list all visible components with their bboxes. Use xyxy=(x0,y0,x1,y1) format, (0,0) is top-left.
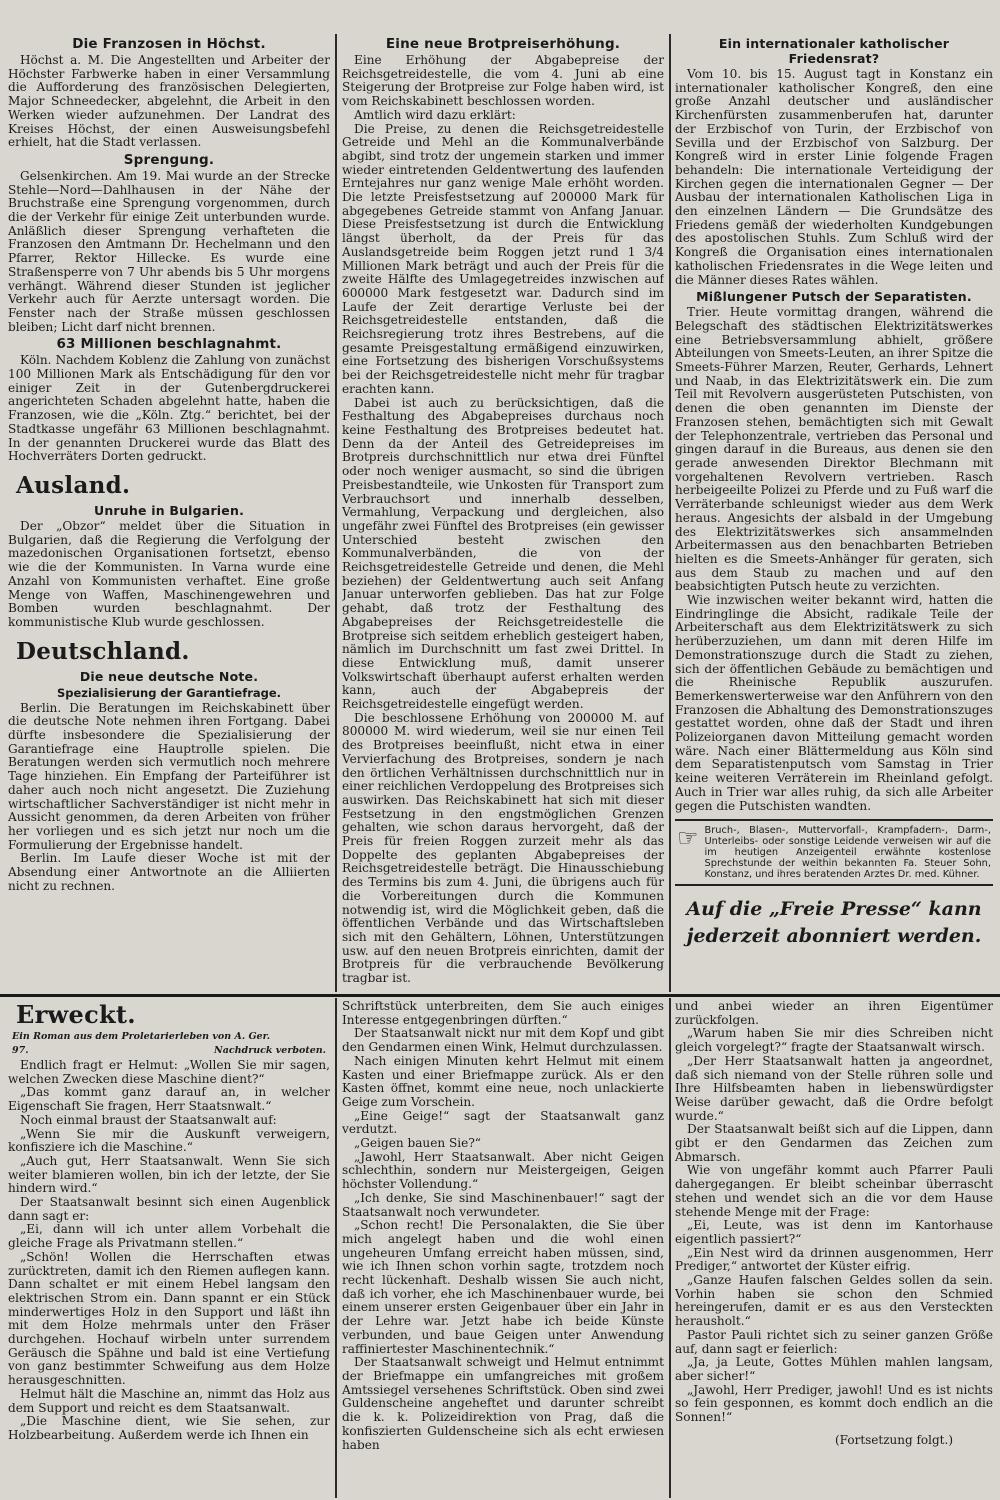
article-paragraph: Berlin. Die Beratungen im Reichskabinett über die deutsche Note nehmen ihren Fortgang. Dabei dürfte insbesondere die Spezialisierung der Garantiefrage eine Hauptrolle spielen. Die Beratungen werden sich vermutlich noch mehrere Tage hinziehen. Ein Empfang der Parteiführer ist daher auch noch nicht angesetzt. Die Zuziehung wirtschaftlicher Sachverständiger ist nicht mehr in Aussicht genommen, da deren Arbeiten von früher her vorliegen und es sich jetzt nur noch um die Formulierung der Ergebnisse handelt. xyxy=(8,700,330,852)
installment-number: 97. xyxy=(12,1045,29,1056)
novel-paragraph: Schriftstück unterbreiten, dem Sie auch einiges Interesse entgegenbringen dürften.“ xyxy=(342,1000,664,1027)
section-deutschland xyxy=(8,638,330,894)
article-paragraph: Dabei ist auch zu berücksichtigen, daß die Festhaltung des Abgabepreises durchaus noch keine Festhaltung des Brotpreises bedeutet hat. Denn da der Anteil des Getreidepreises im Brotpreis durchschnittlich nur etwa drei Fünftel oder noch weniger ausmacht, so sind die übrigen Preisbestandteile, wie Unkosten für Transport zum Verbrauchsort und innerhalb desselben, Vermahlung, Verpackung und dergleichen, also ungefähr zwei Fünftel des Brotpreises (ein gewisser Unterschied besteht zwischen den Kommunalverbänden, die von der Reichsgetreidestelle Getreide und denen, die Mehl beziehen) der Geldentwertung auch seit Anfang Januar unterworfen geblieben. Das hat zur Folge gehabt, daß trotz der Festhaltung des Abgabepreises der Reichsgetreidestelle die Brotpreise sich seitdem erheblich gesteigert haben, nämlich im Durchschnitt um fast zwei Drittel. In diese Entwicklung muß, damit unserer Volkswirtschaft überhaupt auferst erhalten werden kann, auch der Abgabepreis der Reichsgetreidestelle eingefügt werden. xyxy=(342,395,664,712)
novel-paragraph: Wie von ungefähr kommt auch Pfarrer Pauli dahergegangen. Er bleibt scheinbar überrascht stehen und wendet sich an die vor dem Hause stehende Menge mit der Frage: xyxy=(675,1163,993,1219)
novel-byline: Ein Roman aus dem Proletarierleben von A. Ger. xyxy=(12,1031,271,1042)
novel-paragraph: „Ich denke, Sie sind Maschinenbauer!“ sagt der Staatsanwalt noch verwundeter. xyxy=(342,1190,664,1219)
novel-paragraph: „Ei, dann will ich unter allem Vorbehalt die gleiche Frage als Privatmann stellen.“ xyxy=(8,1222,330,1251)
novel-paragraph: „Warum haben Sie mir dies Schreiben nicht gleich vorgelegt?“ fragte der Staatsanwalt wirsch. xyxy=(675,1026,993,1055)
novel-column-3 xyxy=(675,1000,993,1496)
novel-paragraph: „Geigen bauen Sie?“ xyxy=(354,1136,481,1151)
section-title: Ausland. xyxy=(16,471,131,499)
article-sprengung xyxy=(8,152,330,334)
novel-meta xyxy=(12,1045,326,1056)
novel-paragraph: Helmut hält die Maschine an, nimmt das Holz aus dem Support und reicht es dem Staatsanwalt. xyxy=(8,1386,330,1415)
article-paragraph: Vom 10. bis 15. August tagt in Konstanz ein internationaler katholischer Kongreß, den eine große Anzahl deutscher und ausländischer Kirchenfürsten zusammenberufen hat, darunter der Erzbischof von Turin, der Erzbischof von Sevilla und der Erzbischof von Salzburg. Der Kongreß wird in erster Linie folgende Fragen behandeln: Die internationale Verteidigung der Kirchen gegen die internationalen Gegner — Der Ausbau der internationalen Katholischen Liga in den einzelnen Ländern — Die Grundsätze des Friedens gemäß der wiederholten Kundgebungen des apostolischen Stuhls. Zum Schluß wird der Kongreß die Organisation eines internationalen katholischen Friedensrates in die Wege leiten und die Männer dieses Rates wählen. xyxy=(675,67,993,287)
section-rule xyxy=(0,994,1000,997)
column-rule xyxy=(335,34,337,992)
novel-title: Erweckt. xyxy=(16,1000,136,1029)
ad-text: Bruch-, Blasen-, Muttervorfall-, Krampfadern-, Darm-, Unterleibs- oder sonstige Leidende verweisen wir auf die im heutigen Anzeigenteil erwähnte kostenlose Sprechstunde der weithin bekannten Fa. Steuer Sohn, Konstanz, und ihres beratenden Arztes Dr. med. Kühner. xyxy=(704,825,991,881)
article-headline: Die Franzosen in Höchst. xyxy=(72,36,266,52)
novel-paragraph: Der Staatsanwalt schweigt und Helmut entnimmt der Briefmappe ein umfangreiches mit großem Amtssiegel versehenes Schriftstück. Oben sind zwei Guldenscheine angeheftet und darunter schreibt die k. k. Polizeidirektion von Prag, daß die konfiszierten Guldenscheine sich als echt erwiesen haben xyxy=(342,1355,664,1452)
article-paragraph: Gelsenkirchen. Am 19. Mai wurde an der Strecke Stehle—Nord—Dahlhausen in der Nähe der Bruchstraße eine Sprengung vorgenommen, durch die der Verkehr für einige Zeit unterbunden wurde. Anläßlich dieser Sprengung verhafteten die Franzosen den Amtmann Dr. Hechelmann und den Pfarrer, Rektor Hillecke. Es wurde eine Straßensperre von 7 Uhr abends bis 5 Uhr morgens verhängt. Während dieser Stunden ist jeglicher Verkehr auch für Aerzte untersagt worden. Die Fenster nach der Straße müssen geschlossen bleiben; Licht darf nicht brennen. xyxy=(8,168,330,334)
article-paragraph: Der „Obzor“ meldet über die Situation in Bulgarien, daß die Regierung die Verfolgung der mazedonischen Organisationen fortsetzt, ebenso wie die der Kommunisten. In Varna wurde eine Anzahl von Kommunisten verhaftet. Eine große Menge von Waffen, Maschinengewehren und Bomben wurden beschlagnahmt. Der kommunistische Klub wurde geschlossen. xyxy=(8,518,330,629)
article-hoechst xyxy=(8,36,330,150)
novel-column-2 xyxy=(342,1000,664,1496)
article-headline: Die neue deutsche Note. xyxy=(79,668,259,684)
novel-paragraph: Noch einmal braust der Staatsanwalt auf: xyxy=(20,1112,277,1127)
novel-paragraph: Der Staatsanwalt besinnt sich einen Augenblick dann sagt er: xyxy=(8,1195,330,1223)
news-column-1 xyxy=(8,34,330,992)
pointing-hand-icon: ☞ xyxy=(677,824,699,853)
article-headline: Unruhe in Bulgarien. xyxy=(93,502,245,518)
novel-paragraph: „Auch gut, Herr Staatsanwalt. Wenn Sie sich weiter blamieren wollen, bin ich der letzte, der Sie hindern wird.“ xyxy=(8,1153,330,1196)
article-headline: Sprengung. xyxy=(123,151,215,168)
novel-paragraph: und anbei wieder an ihren Eigentümer zurückfolgen. xyxy=(675,1000,993,1027)
column-rule xyxy=(335,998,337,1498)
article-paragraph: Berlin. Im Laufe dieser Woche ist mit der Absendung einer Antwortnote an die Alliierten nicht zu rechnen. xyxy=(8,851,330,893)
subscription-notice: Auf die „Freie Presse“ kann jederzeit abonniert werden. xyxy=(686,898,982,948)
news-column-2 xyxy=(342,34,664,992)
novel-paragraph: „Eine Geige!“ sagt der Staatsanwalt ganz verdutzt. xyxy=(342,1108,664,1137)
article-paragraph: Die Preise, zu denen die Reichsgetreidestelle Getreide und Mehl an die Kommunalverbände abgibt, sind trotz der ungemein starken und immer wieder eintretenden Geldentwertung des laufenden Erntejahres nur ganz wenige Male erhöht worden. Die letzte Preisfestsetzung auf 200000 Mark für abgegebenes Getreide stammt von Anfang Januar. Diese Preisfestsetzung ist durch die Entwicklung längst überholt, da der Preis für das Auslandsgetreide beim Roggen jetzt rund 1 3/4 Millionen Mark beträgt und auch der Preis für die zweite Hälfte des Umlagegetreides inzwischen auf 600000 Mark festgesetzt war. Dadurch sind im Laufe der Zeit derartige Verluste bei der Reichsgetreidestelle entstanden, daß die Reichsregierung trotz ihres Bestrebens, auf die gesamte Preisgestaltung ermäßigend einzuwirken, eine Fortsetzung des bisherigen Vorschußsystems bei der Reichsgetreidestelle nicht mehr für tragbar erachten kann. xyxy=(342,121,664,396)
article-headline: Ein internationaler katholischer Friedensrat? xyxy=(718,36,950,66)
novel-paragraph: „Jawohl, Herr Staatsanwalt. Aber nicht Geigen schlechthin, sondern nur Meistergeigen, Geigen höchster Vollendung.“ xyxy=(342,1149,664,1192)
reprint-note: Nachdruck verboten. xyxy=(214,1045,326,1056)
novel-paragraph: „Die Maschine dient, wie Sie sehen, zur Holzbearbeitung. Außerdem werde ich Ihnen ein xyxy=(8,1414,330,1442)
column-rule xyxy=(669,34,671,992)
novel-paragraph: „Schon recht! Die Personalakten, die Sie über mich angelegt haben und die wohl einen ungeheuren Umfang erreicht haben müssen, sind, wie ich Ihnen schon vorhin sagte, trotzdem noch recht lückenhaft. Deshalb wissen Sie auch nicht, daß ich vorher, ehe ich Maschinenbauer wurde, bei einem unserer ersten Geigenbauer über ein Jahr in der Lehre war. Jetzt habe ich beide Künste verbunden, und baue Geigen unter Anwendung raffiniertester Maschinentechnik.“ xyxy=(342,1218,664,1356)
article-paragraph: Höchst a. M. Die Angestellten und Arbeiter der Höchster Farbwerke haben in einer Versammlung die Aufforderung des französischen Delegierten, Major Schneedecker, abgelehnt, die Arbeit in den Werken wieder aufzunehmen. Der Landrat des Kreises Höchst, der einen Ausweisungsbefehl erhielt, hat die Stadt verlassen. xyxy=(8,53,330,150)
novel-paragraph: „Der Herr Staatsanwalt hatten ja angeordnet, daß sich niemand von der Stelle rühren solle und Ihre Hilfsbeamten haben in liebenswürdigster Weise darüber gewacht, daß die Ordre befolgt wurde.“ xyxy=(675,1053,993,1123)
column-rule xyxy=(669,998,671,1498)
article-paragraph: Köln. Nachdem Koblenz die Zahlung von zunächst 100 Millionen Mark als Entschädigung für den vor einiger Zeit in der Gutenbergdruckerei angerichteten Schaden abgelehnt hatte, haben die Franzosen, wie die „Köln. Ztg.“ berichtet, bei der Stadtkasse ungefähr 63 Millionen beschlagnahmt. In der genannten Druckerei wurde das Blatt des Hochverräters Dorten gedruckt. xyxy=(8,353,330,464)
article-millionen xyxy=(8,336,330,464)
novel-paragraph: „Ei, Leute, was ist denn im Kantorhause eigentlich passiert?“ xyxy=(675,1218,993,1246)
article-headline: 63 Millionen beschlagnahmt. xyxy=(56,336,282,353)
novel-paragraph: „Schön! Wollen die Herrschaften etwas zurücktreten, damit ich den Riemen auflegen kann. Dann schaltet er mit einem Hebel langsam den elektrischen Strom ein. Dann spannt er ein Stück minderwertiges Holz in den Support und läßt ihn mit dem Holze mehrmals unter den Fräser durchgehen. Hochauf wirbeln unter surrendem Geräusch die Spähne und bald ist eine Vertiefung von ganz bestimmter Schweifung aus dem Holze herausgeschnitten. xyxy=(8,1249,330,1388)
novel-paragraph: Der Staatsanwalt nickt nur mit dem Kopf und gibt den Gendarmen einen Wink, Helmut durchzulassen. xyxy=(342,1026,664,1055)
novel-paragraph: Endlich fragt er Helmut: „Wollen Sie mir sagen, welchen Zwecken diese Maschine dient?“ xyxy=(8,1058,330,1086)
advertisement-notice xyxy=(675,819,993,886)
novel-paragraph: Nach einigen Minuten kehrt Helmut mit einem Kasten und einer Briefmappe zurück. Als er den Kasten öffnet, kommt eine neue, noch unlackierte Geige zum Vorschein. xyxy=(342,1053,664,1109)
article-putsch xyxy=(675,289,993,813)
article-paragraph: Trier. Heute vormittag drangen, während die Belegschaft des städtischen Elektrizitätswerkes eine Betriebsversammlung abhielt, größere Abteilungen von Smeets-Leuten, an ihrer Spitze die Smeets-Führer Marzen, Reuter, Gerhards, Lehnert und Naab, in das Elektrizitätswerk ein. Die zum Teil mit Revolvern ausgerüsteten Putschisten, von denen die oben genannten im Dienste der Franzosen stehen, bemächtigten sich mit Gewalt der Telephonzentrale, vertrieben das Personal und gingen darauf in die Bureaus, aus denen sie den gerade anwesenden Direktor Blechmann mit vorgehaltenen Revolvern vertrieben. Rasch herbeigeeilte Polizei zu Pferde und zu Fuß warf die Verräterbande schleunigst wieder aus dem Werk heraus. Angesichts der alsbald in der Umgebung des Elektrizitätswerkes sich ansammelnden Arbeitermassen aus den benachbarten Betrieben hielten es die Smeets-Anhänger für geraten, sich aus dem Staub zu machen und auf den beabsichtigten Putsch heute zu verzichten. xyxy=(675,305,993,594)
article-paragraph: Die beschlossene Erhöhung von 200000 M. auf 800000 M. wird wiederum, weil sie nur einen Teil des Brotpreises beeinflußt, nicht etwa in einer Vervierfachung des Brotpreises, sondern je nach den örtlichen Verhältnissen durchschnittlich nur in einer reichlichen Verdoppelung des Brotpreises sich auswirken. Das Reichskabinett hat sich mit dieser Festsetzung in den engstmöglichen Grenzen gehalten, wie schon daraus hervorgeht, daß der Preis für freien Roggen zurzeit mehr als das Doppelte des geplanten Abgabepreises der Reichsgetreidestelle beträgt. Die Hinausschiebung des Termins bis zum 4. Juni, die übrigens auch für die Vorbereitungen durch die Kommunen notwendig ist, wird die Möglichkeit geben, daß die öffentlichen Verbände und das Wirtschaftsleben sich mit den Gehältern, Löhnen, Unterstützungen usw. auf den neuen Brotpreis einrichten, damit der Brotpreis für die verbrauchende Bevölkerung tragbar ist. xyxy=(342,710,664,986)
article-headline: Mißlungener Putsch der Separatisten. xyxy=(696,289,972,305)
novel-paragraph: „Ja, ja Leute, Gottes Mühlen mahlen langsam, aber sicher!“ xyxy=(675,1355,993,1383)
section-title: Deutschland. xyxy=(16,637,190,665)
article-paragraph: Wie inzwischen weiter bekannt wird, hatten die Eindringlinge die Absicht, radikale Teile der Arbeiterschaft aus dem Elektrizitätswerk zu sich herüberzuziehen, um dann mit deren Hilfe im Demonstrationszuge durch die Stadt zu ziehen, sich der öffentlichen Gebäude zu bemächtigen und die Rheinische Republik auszurufen. Bemerkenswerterweise war den Anführern von den Franzosen die Abhaltung des Demonstrationszuges gestattet worden, ohne daß der Stadt und ihren Polizeiorganen davon Mitteilung gemacht worden wäre. Nach einer Blättermeldung aus Köln sind dem Separatistenputsch vom Samstag in Trier keine weiteren Verräterein im Rheinland gefolgt. Auch in Trier war alles ruhig, da sich alle Arbeiter gegen die Putschisten wandten. xyxy=(675,593,993,813)
article-paragraph: Eine Erhöhung der Abgabepreise der Reichsgetreidestelle, die vom 4. Juni ab eine Steigerung der Brotpreise zur Folge haben wird, ist vom Reichskabinett beschlossen worden. xyxy=(342,53,664,109)
novel-paragraph: Pastor Pauli richtet sich zu seiner ganzen Größe auf, dann sagt er feierlich: xyxy=(675,1327,993,1356)
novel-paragraph: Der Staatsanwalt beißt sich auf die Lippen, dann gibt er den Gendarmen das Zeichen zum Abmarsch. xyxy=(675,1122,993,1164)
novel-paragraph: „Ganze Haufen falschen Geldes sollen da sein. Vorhin haben sie schon den Schmied hereingerufen, damit er es aus den Versteckten herausholt.“ xyxy=(675,1273,993,1329)
article-friedensrat xyxy=(675,36,993,287)
article-headline: Eine neue Brotpreiserhöhung. xyxy=(385,36,621,52)
novel-paragraph: „Jawohl, Herr Prediger, jawohl! Und es ist nichts so fein gesponnen, es kommt doch endlich an die Sonnen!“ xyxy=(675,1382,993,1425)
article-brotpreis xyxy=(342,36,664,986)
novel-column-1 xyxy=(8,1000,330,1496)
continued-note: (Fortsetzung folgt.) xyxy=(835,1432,953,1447)
article-paragraph: Amtlich wird dazu erklärt: xyxy=(354,107,516,122)
novel-paragraph: „Wenn Sie mir die Auskunft verweigern, konfisziere ich die Maschine.“ xyxy=(8,1126,330,1155)
novel-paragraph: „Ein Nest wird da drinnen ausgenommen, Herr Prediger,“ antwortet der Küster eifrig. xyxy=(675,1245,993,1274)
novel-paragraph: „Das kommt ganz darauf an, in welcher Eigenschaft Sie fragen, Herr Staatsnwalt.“ xyxy=(8,1085,330,1114)
news-column-3 xyxy=(675,34,993,992)
section-ausland xyxy=(8,472,330,630)
article-subheadline: Spezialisierung der Garantiefrage. xyxy=(56,685,282,700)
